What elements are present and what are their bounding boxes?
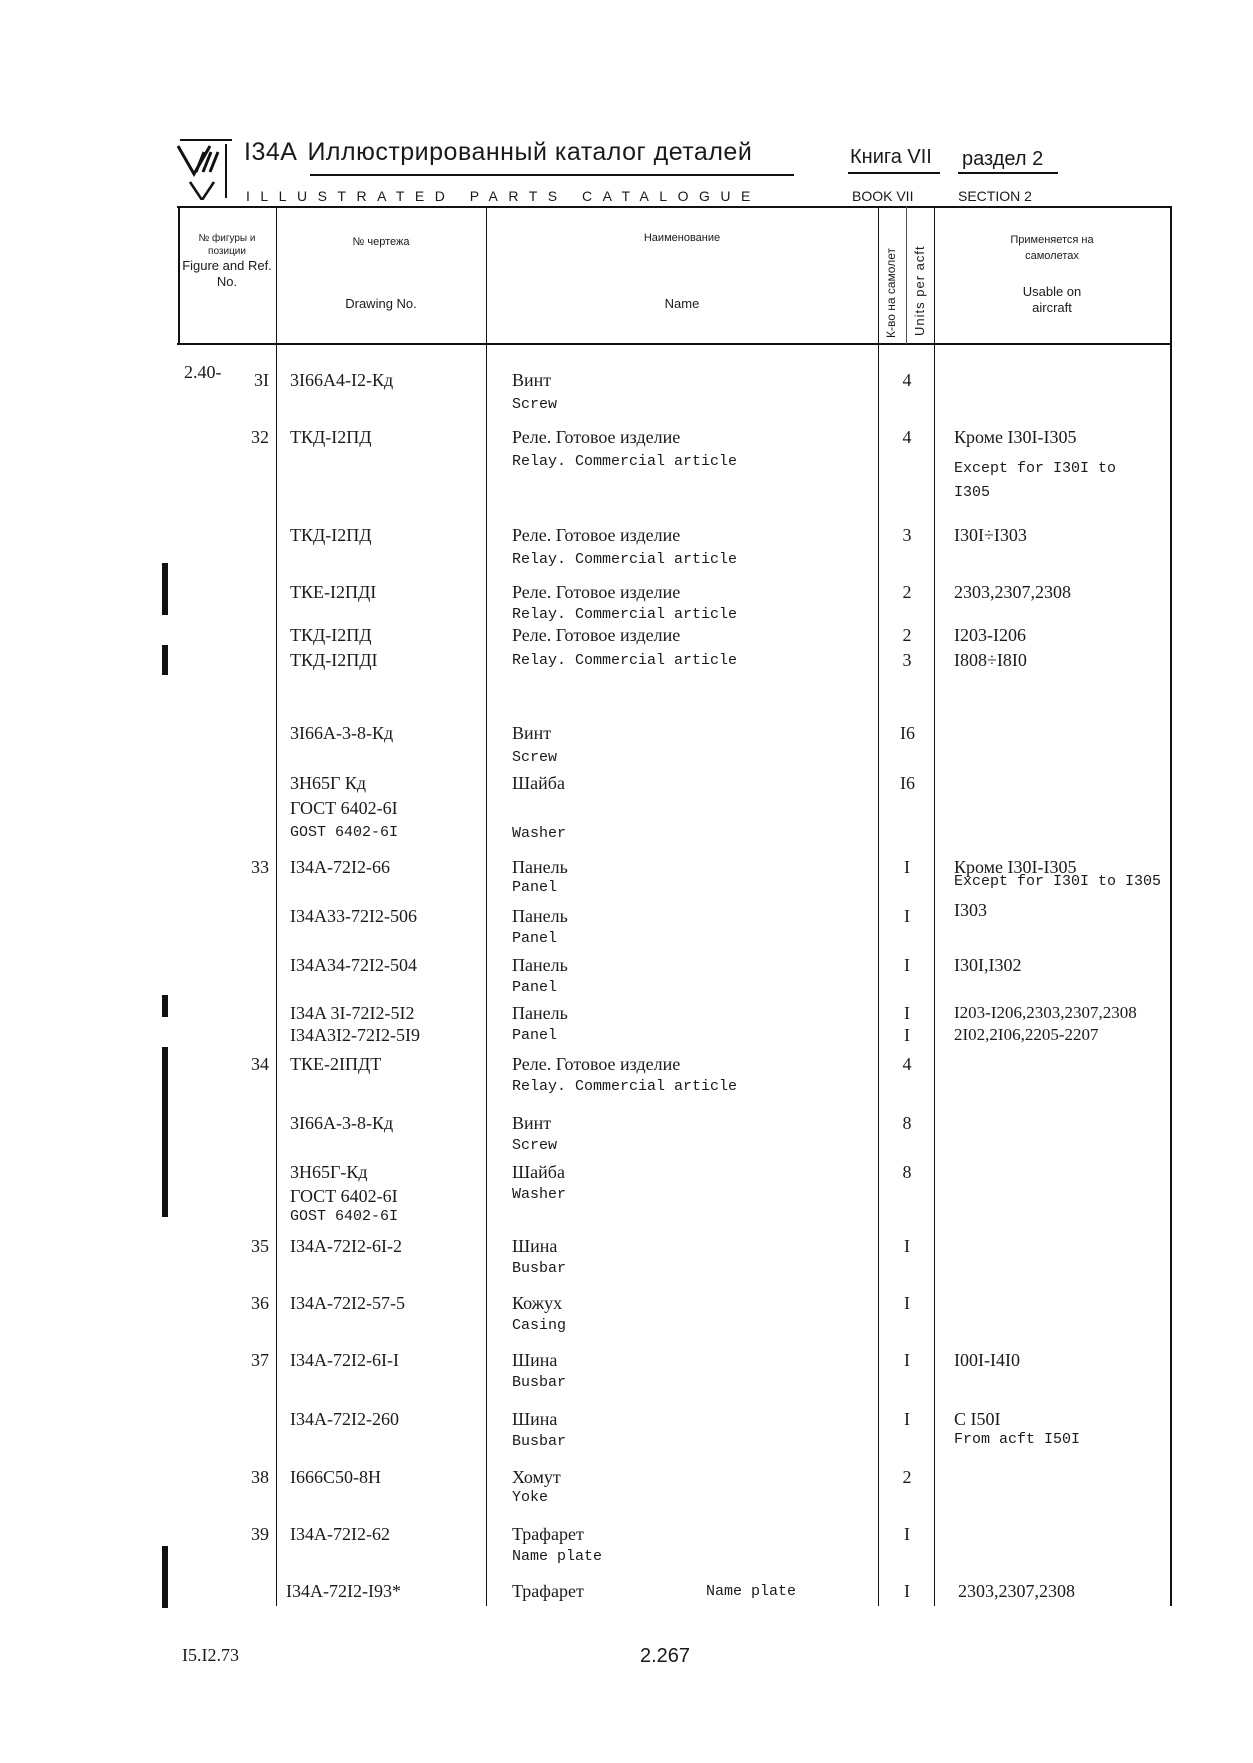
row-qty: 3	[902, 525, 912, 545]
row-qty: 2	[902, 582, 912, 602]
row-name-en: Screw	[512, 396, 558, 413]
row-usable: 2303,2307,2308	[958, 1581, 1075, 1601]
col-header-figure	[180, 232, 274, 290]
row-ref: 32	[251, 427, 269, 447]
row-drawing-standard: ГОСТ 6402-6I	[290, 1186, 398, 1206]
row-ref: 37	[251, 1350, 269, 1370]
row-drawing-standard-en: GOST 6402-6I	[290, 824, 399, 841]
row-qty: I	[904, 1524, 910, 1544]
section-ru: раздел 2	[962, 148, 1044, 170]
figure-number: 2.40-	[184, 362, 222, 382]
col-name-ru: Наименование	[643, 232, 721, 244]
row-ref: 38	[251, 1467, 269, 1487]
row-name-en: Washer	[512, 1186, 567, 1203]
row-name-en: Casing	[512, 1317, 567, 1334]
row-qty: 8	[902, 1162, 912, 1182]
title-underline	[310, 174, 794, 176]
row-name-ru: Винт	[512, 723, 552, 743]
row-qty: 2	[902, 1467, 912, 1487]
row-usable: I30I÷I303	[954, 525, 1027, 545]
row-name-ru: Шина	[512, 1350, 558, 1370]
row-drawing-standard: ГОСТ 6402-6I	[290, 798, 398, 818]
row-usable: I303	[954, 900, 987, 920]
row-name-en: Relay. Commercial article	[512, 551, 738, 568]
row-name-en: Relay. Commercial article	[512, 453, 738, 470]
revision-bar	[162, 1546, 168, 1608]
row-name-en: Busbar	[512, 1374, 567, 1391]
row-qty: I	[904, 1581, 910, 1601]
column-divider	[276, 206, 277, 1606]
row-drawing: I34A-72I2-I93*	[286, 1581, 401, 1601]
row-name-ru: Панель	[512, 1003, 568, 1023]
row-name-ru: Реле. Готовое изделие	[512, 427, 681, 447]
row-drawing: 3H65Г-Кд	[290, 1162, 368, 1182]
revision-bar	[162, 645, 168, 675]
row-name-ru: Реле. Готовое изделие	[512, 525, 681, 545]
row-name-en: Screw	[512, 1137, 558, 1154]
row-drawing: ТКД-I2ПД	[290, 525, 372, 545]
row-name-en: Relay. Commercial article	[512, 1078, 738, 1095]
row-name-ru: Трафарет	[512, 1581, 584, 1601]
row-drawing: ТКД-I2ПД	[290, 427, 372, 447]
row-drawing: I34A-72I2-62	[290, 1524, 390, 1544]
row-usable: 2I02,2I06,2205-2207	[954, 1025, 1099, 1044]
row-drawing: I34A34-72I2-504	[290, 955, 417, 975]
row-drawing: 3I66A-3-8-Кд	[290, 723, 394, 743]
qty-header-divider	[906, 206, 907, 344]
row-usable-en: Except for I30I to I305	[954, 460, 1117, 501]
row-name-ru: Кожух	[512, 1293, 563, 1313]
catalogue-logo	[176, 138, 236, 200]
row-usable: Кроме I30I-I305	[954, 857, 1077, 877]
row-qty: I	[904, 1350, 910, 1370]
row-name-ru: Шайба	[512, 773, 565, 793]
col-header-usable	[936, 232, 1168, 316]
row-drawing: I34A-72I2-260	[290, 1409, 399, 1429]
col-usable-en: Usable on aircraft	[1022, 284, 1082, 315]
table-right-border	[1170, 206, 1172, 1606]
row-name-ru: Панель	[512, 857, 568, 877]
row-drawing-standard-en: GOST 6402-6I	[290, 1208, 399, 1225]
row-drawing: 3H65Г Кд	[290, 773, 367, 793]
column-divider	[486, 206, 487, 1606]
row-qty: 2	[902, 625, 912, 645]
row-drawing: ТКД-I2ПДI	[290, 650, 378, 670]
row-ref: 34	[251, 1054, 269, 1074]
row-name-en: Relay. Commercial article	[512, 606, 738, 623]
row-qty: I6	[900, 723, 915, 743]
row-name-ru: Панель	[512, 955, 568, 975]
row-name-en: Washer	[512, 825, 567, 842]
col-figure-ru: № фигуры и позиции	[198, 233, 256, 257]
row-name-en: Panel	[512, 930, 558, 947]
row-name-ru: Винт	[512, 1113, 552, 1133]
row-qty: I	[904, 1409, 910, 1429]
catalogue-title-en: ILLUSTRATED PARTS CATALOGUE	[246, 188, 761, 204]
row-name-ru: Шина	[512, 1236, 558, 1256]
row-usable-en: Except for I30I to I305	[954, 873, 1162, 890]
row-qty: I	[904, 906, 910, 926]
row-usable: I203-I206	[954, 625, 1026, 645]
row-qty: I	[904, 1025, 910, 1045]
row-usable: 2303,2307,2308	[954, 582, 1071, 602]
row-name-en: Name plate	[512, 1548, 603, 1565]
book-underline	[848, 172, 940, 174]
col-qty-en: Units per acft	[912, 245, 927, 336]
row-usable: I30I,I302	[954, 955, 1022, 975]
row-usable: Кроме I30I-I305	[954, 427, 1077, 447]
row-name-ru: Реле. Готовое изделие	[512, 625, 681, 645]
col-usable-ru: Применяется на самолетах	[1010, 234, 1094, 262]
row-drawing: I666C50-8H	[290, 1467, 381, 1487]
row-qty: I	[904, 857, 910, 877]
revision-bar	[162, 995, 168, 1017]
col-header-drawing	[278, 234, 484, 312]
row-usable: I808÷I8I0	[954, 650, 1027, 670]
row-drawing: I34A-72I2-57-5	[290, 1293, 405, 1313]
catalogue-title-ru	[244, 138, 752, 167]
row-drawing: ТКЕ-I2ПДI	[290, 582, 377, 602]
revision-date: I5.I2.73	[182, 1645, 239, 1665]
row-drawing: ТКД-I2ПД	[290, 625, 372, 645]
row-drawing: 3I66A4-I2-Кд	[290, 370, 394, 390]
row-drawing: I34A 3I-72I2-5I2	[290, 1003, 415, 1023]
row-ref: 36	[251, 1293, 269, 1313]
row-name-ru: Реле. Готовое изделие	[512, 582, 681, 602]
row-name-en: Panel	[512, 1027, 558, 1044]
row-qty: 3	[902, 650, 912, 670]
row-ref: 35	[251, 1236, 269, 1256]
row-name-ru: Хомут	[512, 1467, 561, 1487]
row-qty: I	[904, 1293, 910, 1313]
row-usable: I203-I206,2303,2307,2308	[954, 1003, 1137, 1022]
row-qty: 4	[902, 370, 912, 390]
revision-bar	[162, 563, 168, 615]
row-qty: I	[904, 1236, 910, 1256]
row-name-en: Relay. Commercial article	[512, 652, 738, 669]
col-drawing-en: Drawing No.	[345, 296, 417, 311]
row-name-ru: Винт	[512, 370, 552, 390]
aircraft-model: I34A	[244, 138, 298, 166]
row-usable: I00I-I4I0	[954, 1350, 1020, 1370]
row-usable: С I50I	[954, 1409, 1001, 1429]
col-qty-ru: К-во на самолет	[884, 248, 898, 338]
table-top-border	[177, 206, 1171, 208]
revision-bar	[162, 1047, 168, 1217]
row-ref: 3I	[254, 370, 269, 390]
row-name-en: Busbar	[512, 1260, 567, 1277]
row-ref: 39	[251, 1524, 269, 1544]
row-name-ru: Панель	[512, 906, 568, 926]
row-ref: 33	[251, 857, 269, 877]
row-qty: 8	[902, 1113, 912, 1133]
col-drawing-ru: № чертежа	[352, 236, 410, 248]
section-en: SECTION 2	[958, 188, 1032, 204]
row-name-ru: Шина	[512, 1409, 558, 1429]
page-number: 2.267	[640, 1645, 691, 1667]
row-drawing: 3I66A-3-8-Кд	[290, 1113, 394, 1133]
row-drawing: I34A-72I2-6I-2	[290, 1236, 402, 1256]
row-qty: 4	[902, 1054, 912, 1074]
row-drawing: I34A33-72I2-506	[290, 906, 417, 926]
row-usable-en: From acft I50I	[954, 1431, 1081, 1448]
row-drawing: I34A3I2-72I2-5I9	[290, 1025, 420, 1045]
row-name-ru: Трафарет	[512, 1524, 584, 1544]
row-drawing: I34A-72I2-66	[290, 857, 390, 877]
row-qty: I	[904, 1003, 910, 1023]
row-name-en: Screw	[512, 749, 558, 766]
row-name-en: Busbar	[512, 1433, 567, 1450]
table-header-divider	[177, 343, 1171, 345]
column-divider	[934, 206, 935, 1606]
col-name-en: Name	[664, 296, 700, 311]
row-name-en: Panel	[512, 979, 558, 996]
col-header-name	[488, 230, 876, 312]
book-ru: Книга VII	[850, 146, 932, 168]
book-en: BOOK VII	[852, 188, 914, 204]
row-name-ru: Шайба	[512, 1162, 565, 1182]
title-ru-text: Иллюстрированный каталог деталей	[307, 138, 753, 166]
row-name-ru: Реле. Готовое изделие	[512, 1054, 681, 1074]
row-qty: I	[904, 955, 910, 975]
col-figure-en: Figure and Ref. No.	[182, 258, 272, 289]
row-qty: I6	[900, 773, 915, 793]
section-underline	[958, 172, 1058, 174]
column-divider	[878, 206, 879, 1606]
row-drawing: ТКЕ-2IПДТ	[290, 1054, 382, 1074]
row-name-en: Panel	[512, 879, 558, 896]
row-name-en: Yoke	[512, 1489, 549, 1506]
row-drawing: I34A-72I2-6I-I	[290, 1350, 399, 1370]
row-qty: 4	[902, 427, 912, 447]
row-name-en: Name plate	[706, 1583, 797, 1600]
